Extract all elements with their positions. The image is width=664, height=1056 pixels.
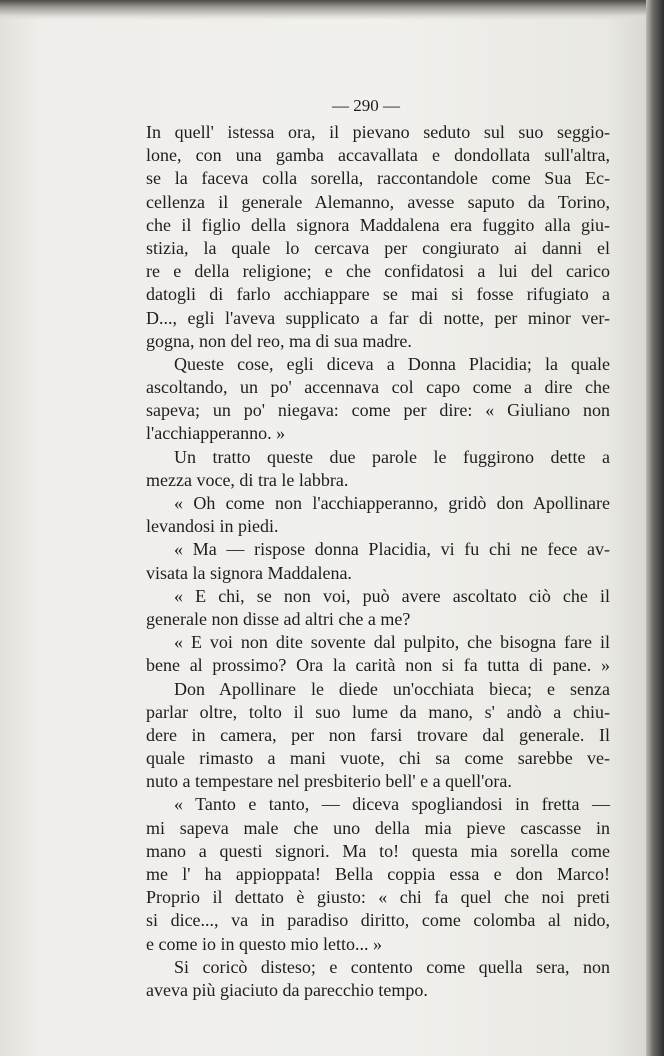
text-line: Proprio il dettato è giusto: « chi fa quel che noi preti (146, 887, 610, 908)
text-line: l'acchiapperanno. » (146, 423, 286, 444)
text-line: lone, con una gamba accavallata e dondollata sull'altra, (146, 145, 610, 166)
text-line: dere in camera, per non farsi trovare dal generale. Il (146, 724, 610, 745)
text-line: ascoltando, un po' accennava col capo come a dire che (146, 377, 610, 398)
text-line: generale non disse ad altri che a me? (146, 608, 411, 629)
text-line: mi sapeva male che uno della mia pieve cascasse in (146, 817, 610, 838)
text-line: mano a questi signori. Ma to! questa mia sorella come (146, 840, 610, 861)
text-line: aveva più giaciuto da parecchio tempo. (146, 979, 428, 1000)
text-line: se la faceva colla sorella, raccontandole come Sua Ec- (146, 168, 610, 189)
text-line: « E voi non dite sovente dal pulpito, che bisogna fare il (174, 632, 610, 653)
text-line: « Ma — rispose donna Placidia, vi fu chi ne fece av- (174, 539, 610, 560)
text-line: nuto a tempestare nel presbiterio bell' e a quell'ora. (146, 771, 512, 792)
page-top-shadow (0, 0, 646, 20)
text-line: cellenza il generale Alemanno, avesse saputo da Torino, (146, 191, 610, 212)
text-line: datogli di farlo acchiappare se mai si fosse rifugiato a (146, 284, 610, 305)
text-line: e come io in questo mio letto... » (146, 933, 382, 954)
text-line: D..., egli l'aveva supplicato a far di notte, per minor ver- (146, 307, 610, 328)
text-line: Queste cose, egli diceva a Donna Placidia; la quale (174, 353, 610, 374)
book-spine-shadow (646, 0, 664, 1056)
text-line: Don Apollinare le diede un'occhiata bieca; e senza (174, 678, 610, 699)
text-line: sapeva; un po' niegava: come per dire: « Giuliano non (146, 400, 610, 421)
text-line: « Oh come non l'acchiapperanno, gridò don Apollinare (174, 493, 610, 513)
text-body (146, 121, 610, 1002)
text-line: Si coricò disteso; e contento come quella sera, non (174, 956, 610, 977)
page-number: — 290 — (332, 96, 400, 115)
text-line: si dice..., va in paradiso diritto, come colomba al nido, (146, 910, 610, 931)
text-line: « Tanto e tanto, — diceva spogliandosi in fretta — (174, 794, 610, 815)
text-line: parlar oltre, tolto il suo lume da mano, s' andò a chiu- (146, 701, 610, 722)
text-line: Un tratto queste due parole le fuggirono dette a (174, 446, 610, 467)
text-line: re e della religione; e che confidatosi a lui del carico (146, 261, 610, 282)
text-line: me l' ha appioppata! Bella coppia essa e don Marco! (146, 864, 610, 884)
text-line: che il figlio della signora Maddalena era fuggito alla giu- (146, 214, 610, 235)
text-line: « E chi, se non voi, può avere ascoltato ciò che il (174, 585, 610, 606)
text-line: mezza voce, di tra le labbra. (146, 469, 349, 490)
text-line: bene al prossimo? Ora la carità non si fa tutta di pane. » (146, 655, 610, 676)
text-line: visata la signora Maddalena. (146, 562, 352, 583)
text-line: levandosi in piedi. (146, 516, 279, 537)
text-line: In quell' istessa ora, il pievano seduto sul suo seggio- (146, 122, 610, 142)
text-line: quale rimasto a mani vuote, chi sa come sarebbe ve- (146, 748, 610, 769)
text-line: stizia, la quale lo cercava per congiurato ai danni el (146, 237, 610, 258)
text-line: gogna, non del reo, ma di sua madre. (146, 330, 412, 351)
